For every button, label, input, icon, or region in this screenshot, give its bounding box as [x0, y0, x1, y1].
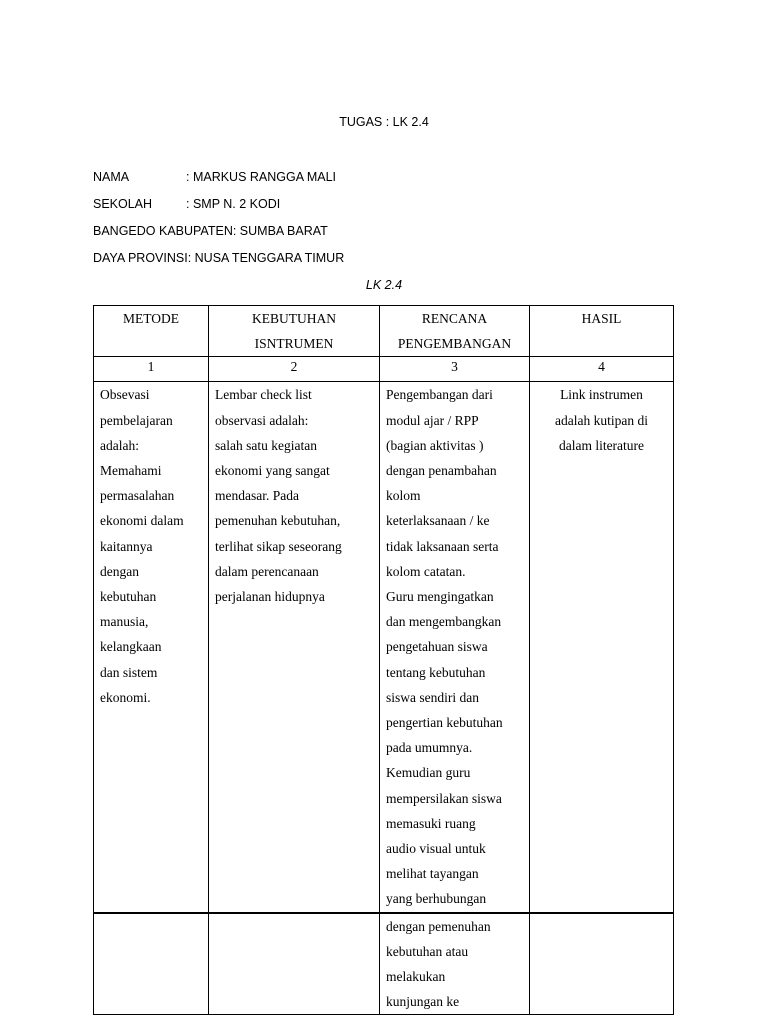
- cell-line: audio visual untuk: [386, 841, 486, 857]
- cell-line: dengan pemenuhan: [386, 918, 491, 934]
- cell-line: Lembar check list: [215, 387, 312, 403]
- header-line: KEBUTUHAN: [252, 311, 336, 326]
- cell-line: kolom catatan.: [386, 563, 466, 579]
- cell-line: melakukan: [386, 969, 446, 985]
- header-line: PENGEMBANGAN: [397, 336, 512, 352]
- cell-line: keterlaksanaan / ke: [386, 513, 490, 529]
- document-title: TUGAS : LK 2.4: [339, 115, 429, 129]
- cell-line: mendasar. Pada: [215, 488, 299, 504]
- cell-line: tentang kebutuhan: [386, 664, 486, 680]
- column-number: 4: [530, 357, 674, 382]
- cell-line: terlihat sikap seseorang: [215, 538, 342, 554]
- cell-line: tidak laksanaan serta: [386, 538, 499, 554]
- cell-line: melihat tayangan: [386, 866, 479, 882]
- info-provinsi: [93, 251, 344, 265]
- table-row: [94, 382, 674, 913]
- cell-line: yang berhubungan: [386, 891, 487, 907]
- cell-line: ekonomi dalam: [100, 513, 184, 529]
- cell-line: perjalanan hidupnya: [215, 589, 325, 605]
- cell-line: permasalahan: [100, 488, 175, 504]
- cell-line: kolom: [386, 488, 421, 504]
- lk-table: [93, 305, 674, 1015]
- cell-line: mempersilakan siswa: [386, 790, 502, 806]
- info-value: : MARKUS RANGGA MALI: [186, 170, 337, 184]
- header-line: HASIL: [581, 311, 622, 326]
- header-kebutuhan: [209, 306, 380, 357]
- info-value: : NUSA TENGGARA TIMUR: [187, 251, 345, 265]
- header-rencana: [380, 306, 530, 357]
- cell-line: pembelajaran: [100, 412, 173, 428]
- header-line: RENCANA: [421, 311, 488, 326]
- cell-line: adalah:: [100, 437, 139, 453]
- info-key: DAYA PROVINSI: [93, 251, 188, 265]
- info-key: BANGEDO KABUPATEN: [93, 224, 233, 238]
- cell-hasil-empty: [530, 913, 674, 1015]
- info-key: NAMA: [93, 170, 130, 184]
- column-number: 1: [94, 357, 209, 382]
- table-number-row: [94, 357, 674, 382]
- cell-line: pemenuhan kebutuhan,: [215, 513, 341, 529]
- cell-line: kaitannya: [100, 538, 153, 554]
- cell-rencana-continued: [380, 913, 530, 1015]
- cell-line: manusia,: [100, 614, 149, 630]
- cell-line: dalam literature: [558, 437, 645, 453]
- info-value: : SUMBA BARAT: [232, 224, 328, 238]
- cell-hasil: [530, 382, 674, 913]
- info-sekolah: [93, 197, 280, 211]
- cell-line: Guru mengingatkan: [386, 589, 494, 605]
- cell-line: dan sistem: [100, 664, 158, 680]
- cell-line: dan mengembangkan: [386, 614, 502, 630]
- header-metode: [94, 306, 209, 357]
- cell-line: Kemudian guru: [386, 765, 471, 781]
- column-number: 3: [380, 357, 530, 382]
- cell-line: dengan: [100, 563, 139, 579]
- cell-rencana: [380, 382, 530, 913]
- cell-line: Link instrumen: [560, 387, 643, 403]
- table-header-row: [94, 306, 674, 357]
- info-kabupaten: [93, 224, 328, 238]
- table-row: [94, 913, 674, 1015]
- header-hasil: [530, 306, 674, 357]
- cell-line: Memahami: [100, 463, 162, 479]
- cell-line: adalah kutipan di: [555, 412, 648, 428]
- cell-kebutuhan-empty: [209, 913, 380, 1015]
- cell-kebutuhan: [209, 382, 380, 913]
- info-value: : SMP N. 2 KODI: [186, 197, 281, 211]
- cell-line: dalam perencanaan: [215, 563, 319, 579]
- cell-line: modul ajar / RPP: [386, 412, 479, 428]
- cell-line: observasi adalah:: [215, 412, 309, 428]
- header-line: ISNTRUMEN: [254, 336, 334, 352]
- cell-line: pengetahuan siswa: [386, 639, 488, 655]
- cell-line: kebutuhan: [100, 589, 157, 605]
- cell-line: pengertian kebutuhan: [386, 715, 503, 731]
- cell-line: ekonomi.: [100, 689, 151, 705]
- cell-line: kebutuhan atau: [386, 943, 469, 959]
- table-subtitle: LK 2.4: [365, 278, 403, 292]
- info-key: SEKOLAH: [93, 197, 153, 211]
- cell-line: dengan penambahan: [386, 463, 497, 479]
- info-nama: [93, 170, 336, 184]
- cell-line: ekonomi yang sangat: [215, 463, 330, 479]
- cell-line: memasuki ruang: [386, 815, 476, 831]
- cell-line: Pengembangan dari: [386, 387, 493, 403]
- header-line: METODE: [123, 311, 179, 326]
- cell-line: siswa sendiri dan: [386, 689, 479, 705]
- cell-line: kunjungan ke: [386, 994, 460, 1010]
- cell-line: Obsevasi: [100, 387, 150, 403]
- column-number: 2: [209, 357, 380, 382]
- cell-line: pada umumnya.: [386, 740, 473, 756]
- cell-metode: [94, 382, 209, 913]
- cell-line: kelangkaan: [100, 639, 162, 655]
- cell-line: (bagian aktivitas ): [386, 437, 484, 453]
- cell-line: salah satu kegiatan: [215, 437, 317, 453]
- cell-metode-empty: [94, 913, 209, 1015]
